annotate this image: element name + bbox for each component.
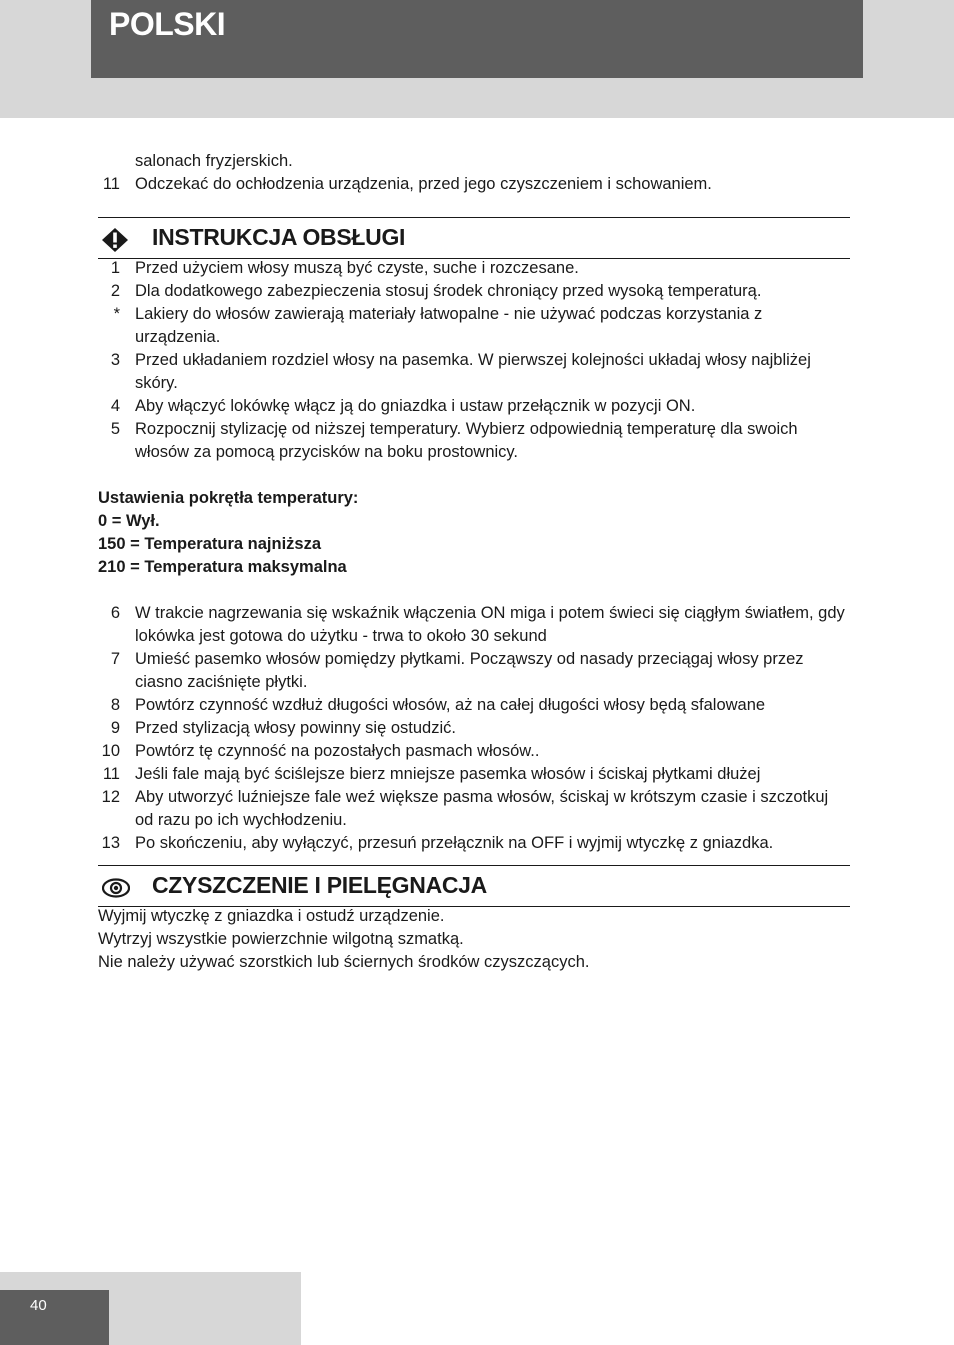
list-item [98,418,850,464]
list-item [98,150,850,173]
section-header-instructions [98,217,850,259]
list-item-number: 6 [110,604,120,622]
settings-line: 150 = Temperatura najniższa [98,535,321,553]
list-item-text: Przed stylizacją włosy powinny się ostudzić. [135,719,456,737]
list-item-text: Lakiery do włosów zawierają materiały łatwopalne - nie używać podczas korzystania z urządzenia. [135,305,763,346]
list-item-number: 5 [110,420,120,438]
list-item-number: 12 [101,788,120,806]
list-item [98,280,850,303]
list-item-text: Odczekać do ochłodzenia urządzenia, przed jego czyszczeniem i schowaniem. [135,175,712,193]
temperature-settings [98,487,850,579]
list-item [98,786,850,832]
list-item [98,740,850,763]
list-item [98,717,850,740]
warning-icon [102,228,128,252]
list-item-number: 4 [110,397,120,415]
list-item-text: salonach fryzjerskich. [135,152,293,170]
list-item-text: Przed użyciem włosy muszą być czyste, suche i rozczesane. [135,259,579,277]
list-item-text: Rozpocznij stylizację od niższej temperatury. Wybierz odpowiednią temperaturę dla swoich włosów za pomocą przycisków na boku prostownicy. [135,420,798,461]
list-item-number: 3 [110,351,120,369]
list-item [98,257,850,280]
page-title: POLSKI [109,6,226,42]
list-item-text: Powtórz czynność wzdłuż długości włosów, aż na całej długości włosy będą sfalowane [135,696,766,714]
list-item [98,648,850,694]
list-item-number: 1 [110,259,120,277]
list-item [98,349,850,395]
paragraph-line: Wytrzyj wszystkie powierzchnie wilgotną szmatką. [98,930,464,948]
list-item [98,602,850,648]
cleaning-text [98,905,850,974]
list-item-number: 8 [110,696,120,714]
list-item-text: Dla dodatkowego zabezpieczenia stosuj środek chroniący przed wysoką temperaturą. [135,282,762,300]
main-content [98,150,850,974]
header-title-box [91,0,863,78]
list-item-number: 11 [102,175,120,193]
paragraph-line: Nie należy używać szorstkich lub ściernych środków czyszczących. [98,953,590,971]
list-item [98,763,850,786]
list-item [98,303,850,349]
list-item-number: 11 [102,765,120,783]
list-item-text: Umieść pasemko włosów pomiędzy płytkami. Począwszy od nasady przeciągaj włosy przez ciasno zaciśnięte płytki. [135,650,804,691]
footer-page-box [0,1290,109,1345]
list-item-text: Jeśli fale mają być ściślejsze bierz mniejsze pasemka włosów i ściskaj płytkami dłużej [135,765,761,783]
instructions-list-continued [98,602,850,855]
list-item-text: Powtórz tę czynność na pozostałych pasmach włosów.. [135,742,540,760]
section-title: INSTRUKCJA OBSŁUGI [152,224,406,250]
paragraph-line: Wyjmij wtyczkę z gniazdka i ostudź urządzenie. [98,907,445,925]
list-item-number: 13 [101,834,120,852]
section-header-cleaning [98,865,850,907]
list-item-number: 2 [110,282,120,300]
list-item [98,395,850,418]
list-item [98,832,850,855]
eye-icon [102,876,130,900]
list-item-number: 10 [101,742,120,760]
page-number: 40 [30,1297,47,1314]
list-item-text: Aby utworzyć luźniejsze fale weź większe pasma włosów, ściskaj w krótszym czasie i szczotkuj od razu po ich wychłodzeniu. [135,788,829,829]
settings-line: 210 = Temperatura maksymalna [98,558,347,576]
list-item-text: W trakcie nagrzewania się wskaźnik włączenia ON miga i potem świeci się ciągłym światłem, gdy lokówka jest gotowa do użytku - trwa to około 30 sekund [135,604,845,645]
list-item-number: * [113,305,120,323]
instructions-list [98,257,850,464]
list-item-number: 9 [110,719,120,737]
settings-heading: Ustawienia pokrętła temperatury: [98,489,359,507]
section-title: CZYSZCZENIE I PIELĘGNACJA [152,872,487,898]
list-item-text: Przed układaniem rozdziel włosy na pasemka. W pierwszej kolejności układaj włosy najbliżej skóry. [135,351,811,392]
list-item [98,173,850,196]
settings-line: 0 = Wył. [98,512,160,530]
list-item-number: 7 [110,650,120,668]
list-item-text: Po skończeniu, aby wyłączyć, przesuń przełącznik na OFF i wyjmij wtyczkę z gniazdka. [135,834,774,852]
list-item [98,694,850,717]
list-item-text: Aby włączyć lokówkę włącz ją do gniazdka i ustaw przełącznik w pozycji ON. [135,397,696,415]
